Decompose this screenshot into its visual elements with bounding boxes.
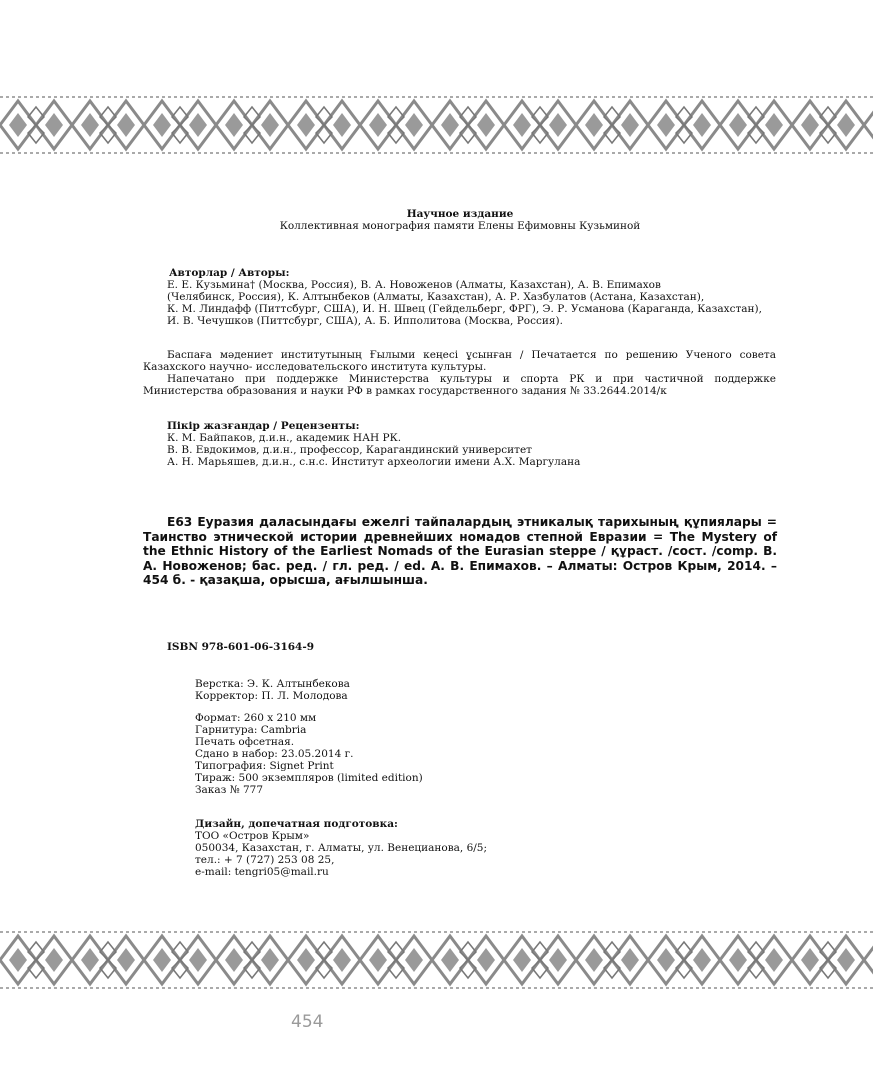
spec-line: Формат: 260 х 210 мм xyxy=(195,712,317,724)
credit-line: Корректор: П. Л. Молодова xyxy=(195,690,348,702)
authors-section xyxy=(167,267,767,327)
bottom-ornament-border xyxy=(0,928,873,992)
spec-line: Сдано в набор: 23.05.2014 г. xyxy=(195,748,354,760)
reviewer-line: А. Н. Марьяшев, д.и.н., с.н.с. Институт археологии имени А.Х. Маргулана xyxy=(167,456,581,468)
edition-subtitle: Коллективная монография памяти Елены Ефимовны Кузьминой xyxy=(279,220,641,232)
authors-line: Е. Е. Кузьмина† (Москва, Россия), В. А. Новоженов (Алматы, Казахстан), А. В. Епимахов xyxy=(167,279,661,291)
prepress-email: e-mail: tengri05@mail.ru xyxy=(195,866,329,878)
prepress-line: ТОО «Остров Крым» xyxy=(195,830,310,842)
page-number: 454 xyxy=(291,1012,324,1032)
reviewers-section xyxy=(167,420,767,468)
authors-line: И. В. Чечушков (Питтсбург, США), А. Б. Ипполитова (Москва, Россия). xyxy=(167,315,563,327)
reviewer-line: К. М. Байпаков, д.и.н., академик НАН РК. xyxy=(167,432,402,444)
prepress-section xyxy=(195,818,595,878)
spec-line: Типография: Signet Print xyxy=(195,760,334,772)
credit-line: Верстка: Э. К. Алтынбекова xyxy=(195,678,350,690)
edition-title: Научное издание xyxy=(406,208,514,220)
reviewers-heading: Пікір жазғандар / Рецензенты: xyxy=(167,420,360,432)
approval-section xyxy=(143,349,776,397)
spec-line: Заказ № 777 xyxy=(195,784,264,796)
catalog-entry: Е63 Еуразия даласындағы ежелгі тайпалардың этникалық тарихының құпиялары = Таинство этнической истории древнейших номадов степной Евразии = The Mystery of the Ethnic History of the Earliest Nomads of the Eurasian steppe / құраст. /сост. /comp. В. А. Новоженов; бас. ред. / гл. ред. / ed. А. В. Епимахов. – Алматы: Остров Крым, 2014. – 454 б. - қазақша, орысша, ағылшынша. xyxy=(143,515,777,587)
isbn: ISBN 978-601-06-3164-9 xyxy=(167,641,315,653)
authors-line: (Челябинск, Россия), К. Алтынбеков (Алматы, Казахстан), А. Р. Хазбулатов (Астана, Казахстан), xyxy=(167,291,705,303)
approval-paragraph: Баспаға мәдениет институтының Ғылыми кеңесі ұсынған / Печатается по решению Ученого совета Казахского научно- исследовательского института культуры. xyxy=(143,349,776,373)
credits-section xyxy=(195,678,595,702)
authors-heading: Авторлар / Авторы: xyxy=(169,267,290,279)
reviewer-line: В. В. Евдокимов, д.и.н., профессор, Карагандинский университет xyxy=(167,444,532,456)
spec-line: Гарнитура: Cambria xyxy=(195,724,307,736)
prepress-line: тел.: + 7 (727) 253 08 25, xyxy=(195,854,335,866)
prepress-heading: Дизайн, допечатная подготовка: xyxy=(195,818,398,830)
edition-header xyxy=(0,208,873,232)
print-specs-section xyxy=(195,712,595,796)
authors-line: К. М. Линдафф (Питтсбург, США), И. Н. Швец (Гейдельберг, ФРГ), Э. Р. Усманова (Караганда, Казахстан), xyxy=(167,303,762,315)
support-paragraph: Напечатано при поддержке Министерства культуры и спорта РК и при частичной поддержке Министерства образования и науки РФ в рамках государственного задания № 33.2644.2014/к xyxy=(143,373,776,397)
top-ornament-border xyxy=(0,93,873,157)
spec-line: Тираж: 500 экземпляров (limited edition) xyxy=(195,772,423,784)
prepress-line: 050034, Казахстан, г. Алматы, ул. Венецианова, 6/5; xyxy=(195,842,488,854)
spec-line: Печать офсетная. xyxy=(195,736,295,748)
